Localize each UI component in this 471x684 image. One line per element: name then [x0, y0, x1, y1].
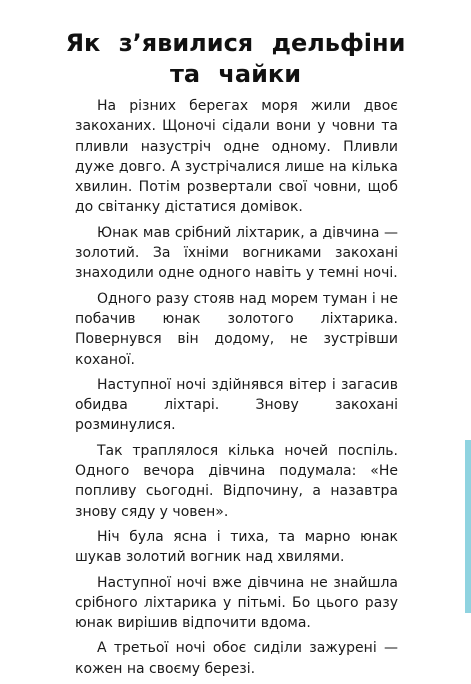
paragraph-8: А третьої ночі обоє сиділи зажурені — кожен на своєму березі. — [75, 640, 398, 677]
page-title — [0, 28, 471, 90]
page-edge-strip — [465, 440, 471, 613]
story-text — [75, 96, 398, 684]
paragraph-4: Наступної ночі здійнявся вітер і загасив обидва ліхтарі. Знову закохані розминулися. — [75, 376, 398, 434]
paragraph-5: Так траплялося кілька ночей поспіль. Одного вечора дівчина подумала: «Не попливу сьогодні. Відпочину, а назавтра знову сяду у човен». — [75, 442, 398, 520]
paragraph-6: Ніч була ясна і тиха, та марно юнак шукав золотий вогник над хвилями. — [75, 528, 398, 566]
title-line-1: Як з’явилися дельфіни — [65, 29, 406, 57]
paragraph-2: Юнак мав срібний ліхтарик, а дівчина — золотий. За їхніми вогниками закохані знаходили одне одного навіть у темні ночі. — [75, 224, 398, 282]
paragraph-3: Одного разу стояв над морем туман і не побачив юнак золотого ліхтарика. Повернувся він додому, не зустрівши коханої. — [75, 290, 398, 368]
title-line-2: та чайки — [169, 60, 302, 88]
paragraph-1: На різних берегах моря жили двоє закоханих. Щоночі сідали вони у човни та пливли назустріч одне одному. Пливли дуже довго. А зустрічалися лише на кілька хвилин. Потім розвертали свої човни, щоб до світанку дістатися домівок. — [75, 98, 398, 216]
paragraph-7: Наступної ночі вже дівчина не знайшла срібного ліхтарика у пітьмі. Бо цього разу юнак вирішив відпочити вдома. — [75, 574, 398, 632]
